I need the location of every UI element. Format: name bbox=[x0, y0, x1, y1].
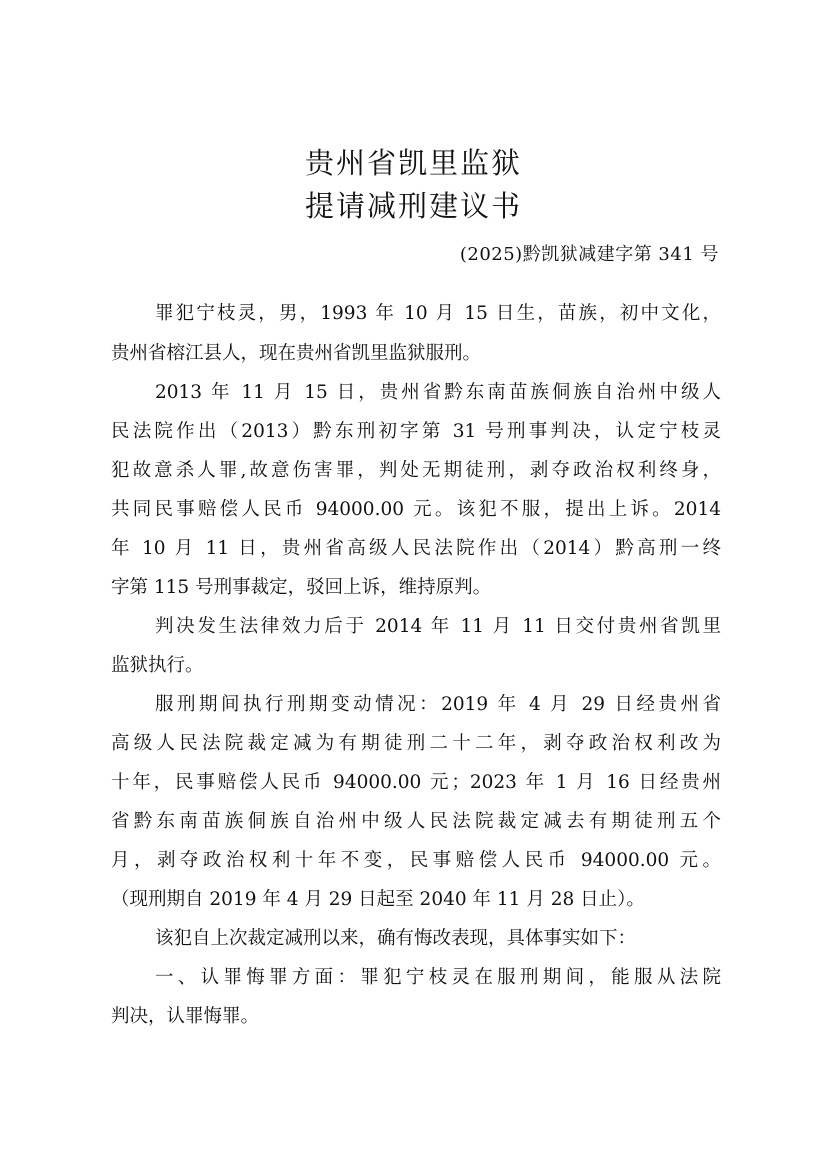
document-number: (2025)黔凯狱减建字第 341 号 bbox=[459, 244, 719, 265]
body-line: 判决发生法律效力后于 2014 年 11 月 11 日交付贵州省凯里 bbox=[155, 616, 721, 637]
body-line: 月，剥夺政治权利十年不变，民事赔偿人民币 94000.00 元。 bbox=[111, 850, 721, 871]
body-line: 2013 年 11 月 15 日，贵州省黔东南苗族侗族自治州中级人 bbox=[155, 382, 721, 403]
body-line: 罪犯宁枝灵，男，1993 年 10 月 15 日生，苗族，初中文化， bbox=[155, 303, 721, 324]
body-line: 监狱执行。 bbox=[111, 655, 204, 676]
body-line: 服刑期间执行刑期变动情况：2019 年 4 月 29 日经贵州省 bbox=[155, 694, 721, 715]
body-line: 共同民事赔偿人民币 94000.00 元。该犯不服，提出上诉。2014 bbox=[111, 499, 721, 520]
body-line: 十年，民事赔偿人民币 94000.00 元；2023 年 1 月 16 日经贵州 bbox=[111, 772, 721, 793]
body-line: 犯故意杀人罪,故意伤害罪，判处无期徒刑，剥夺政治权利终身， bbox=[111, 460, 721, 481]
document-title-line-2: 提请减刑建议书 bbox=[304, 189, 522, 223]
body-line: 判决，认罪悔罪。 bbox=[111, 1006, 260, 1027]
document-title-line-1: 贵州省凯里监狱 bbox=[304, 146, 522, 180]
body-line: 民法院作出（2013）黔东刑初字第 31 号刑事判决，认定宁枝灵 bbox=[111, 421, 721, 442]
body-line: 该犯自上次裁定减刑以来，确有悔改表现，具体事实如下： bbox=[155, 928, 637, 949]
body-line: 高级人民法院裁定减为有期徒刑二十二年，剥夺政治权利改为 bbox=[111, 733, 721, 754]
body-line: 字第 115 号刑事裁定，驳回上诉，维持原判。 bbox=[111, 577, 492, 598]
body-line: 省黔东南苗族侗族自治州中级人民法院裁定减去有期徒刑五个 bbox=[111, 811, 721, 832]
body-line: 一、认罪悔罪方面：罪犯宁枝灵在服刑期间，能服从法院 bbox=[155, 967, 721, 988]
body-line: 贵州省榕江县人，现在贵州省凯里监狱服刑。 bbox=[111, 343, 482, 364]
body-line: （现刑期自 2019 年 4 月 29 日起至 2040 年 11 月 28 日止）。 bbox=[111, 889, 645, 910]
body-line: 年 10 月 11 日，贵州省高级人民法院作出（2014）黔高刑一终 bbox=[111, 538, 721, 559]
